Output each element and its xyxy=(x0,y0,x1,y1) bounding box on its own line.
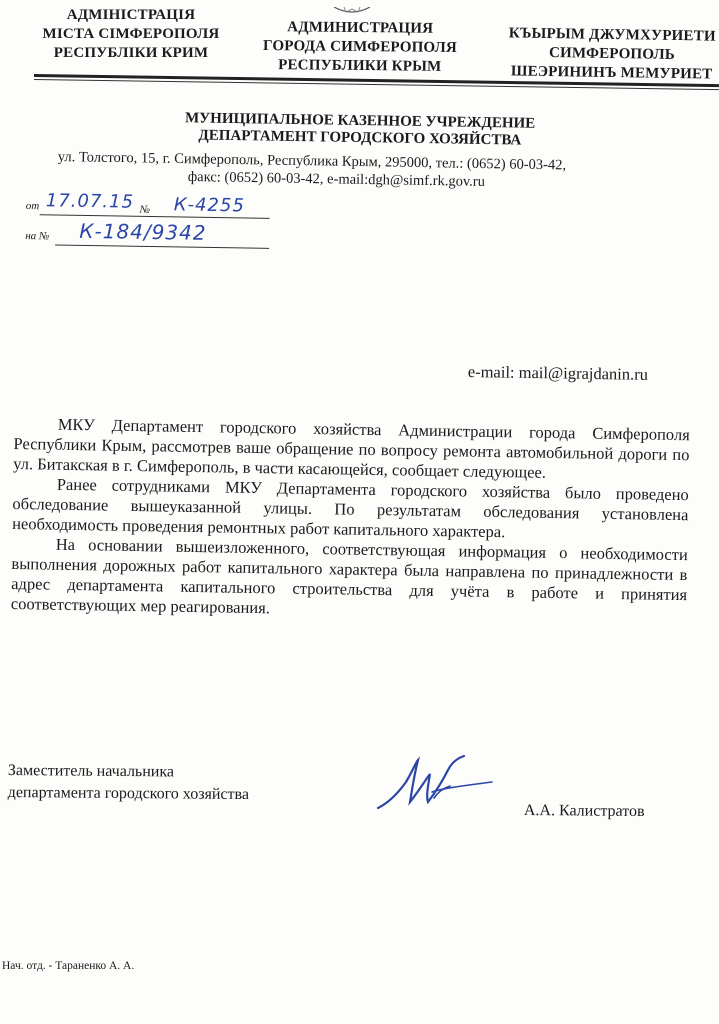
reference-underline xyxy=(55,244,269,248)
body-paragraph-1: МКУ Департамент городского хозяйства Администрации города Симферополя Республики Крым, рассмотрев ваше обращение по вопросу ремонта автомобильной дороги по ул. Битакская в г. Симферополь, в части касающейся, сообщает следующее. xyxy=(13,414,690,482)
outgoing-date: 17.07.15 xyxy=(45,190,135,213)
header-right-line-3: ШЕЭРИНИНЪ МЕМУРИЕТ xyxy=(510,63,713,83)
institution-contacts: факс: (0652) 60-03-42, e-mail:dgh@simf.rk.gov.ru xyxy=(187,168,486,190)
header-center-russian xyxy=(246,18,475,77)
header-center-line-1: АДМИНИСТРАЦИЯ xyxy=(287,19,434,37)
header-left-line-3: РЕСПУБЛІКИ КРИМ xyxy=(53,45,209,61)
number-label: № xyxy=(139,203,151,216)
header-left-line-1: АДМІНІСТРАЦІЯ xyxy=(66,7,196,23)
institution-name-line-2: ДЕПАРТАМЕНТ ГОРОДСКОГО ХОЗЯЙСТВА xyxy=(198,127,522,149)
header-right-line-1: КЪЫРЫМ ДЖУМХУРИЕТИ xyxy=(508,25,716,45)
coat-of-arms-emblem xyxy=(332,0,372,6)
reference-number: К-184/9342 xyxy=(79,218,207,245)
executor-note: Нач. отд. - Тараненко А. А. xyxy=(2,960,135,972)
outgoing-number: К-4255 xyxy=(173,194,246,217)
header-right-line-2: СИМФЕРОПОЛЬ xyxy=(548,45,676,63)
outgoing-registration xyxy=(25,190,286,264)
recipient-email: e-mail: mail@igrajdanin.ru xyxy=(467,362,649,384)
header-center-line-3: РЕСПУБЛИКИ КРЫМ xyxy=(278,57,442,75)
body-paragraph-2: Ранее сотрудниками МКУ Департамента городского хозяйства было проведено обследование вышеуказанной улицы. По результатам обследования установлена необходимость проведения ремонтных работ капитального характера. xyxy=(12,474,689,542)
reference-label: на № xyxy=(25,229,50,243)
header-right-crimean-tatar xyxy=(492,24,719,85)
header-center-line-2: ГОРОДА СИМФЕРОПОЛЯ xyxy=(262,37,458,57)
position-line-2: департамента городского хозяйства xyxy=(7,783,250,804)
handwritten-signature xyxy=(372,752,502,816)
institution-title xyxy=(150,110,570,151)
from-label: от xyxy=(25,199,40,213)
position-line-1: Заместитель начальника xyxy=(7,761,175,781)
header-left-ukrainian xyxy=(22,6,240,63)
signatory-position xyxy=(8,760,250,806)
signatory-name: А.А. Калистратов xyxy=(523,801,645,821)
institution-address: ул. Толстого, 15, г. Симферополь, Республика Крым, 295000, тел.: (0652) 60-03-42, xyxy=(57,148,567,174)
header-left-line-2: МІСТА СІМФЕРОПОЛЯ xyxy=(42,26,220,42)
body-paragraph-3: На основании вышеизложенного, соответствующая информация о необходимости выполнения дорожных работ капитального характера была направлена по принадлежности в адрес департамента капитального строительства для учёта в работе и принятия соответствующих мер реагирования. xyxy=(10,534,688,618)
institution-name-line-1: МУНИЦИПАЛЬНОЕ КАЗЕННОЕ УЧРЕЖДЕНИЕ xyxy=(184,110,536,132)
letter-body xyxy=(11,414,690,625)
